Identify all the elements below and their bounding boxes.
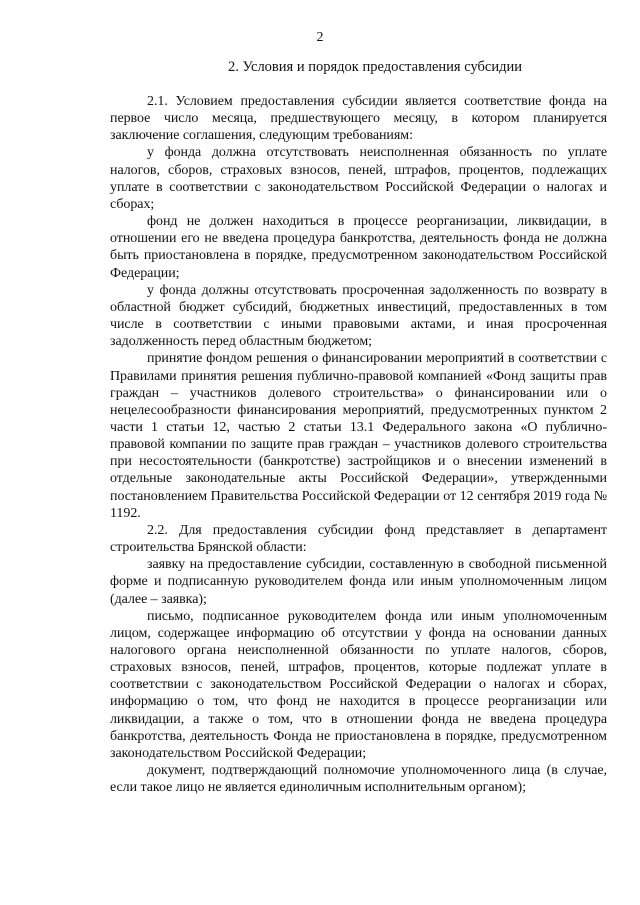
section-title: 2. Условия и порядок предоставления субсидии [227,59,522,75]
paragraph-2-1-condition: 2.1. Условием предоставления субсидии является соответствие фонда на первое число месяца, предшествующего месяцу, в котором планируется заключение соглашения, следующим требованиям: [110,94,607,144]
paragraph-no-reorganization: фонд не должен находиться в процессе реорганизации, ликвидации, в отношении его не введена процедура банкротства, деятельность фонда не должна быть приостановлена в порядке, предусмотренном законодательством Российской Федерации; [110,214,607,281]
page-number: 2 [316,30,324,45]
paragraph-no-tax-debt: у фонда должна отсутствовать неисполненная обязанность по уплате налогов, сборов, страховых взносов, пеней, штрафов, процентов, подлежащих уплате в соответствии с законодательством Российской Федерации о налогах и сборах; [110,145,607,212]
paragraph-2-2-documents: 2.2. Для предоставления субсидии фонд представляет в департамент строительства Брянской области: [110,522,607,556]
paragraph-financing-decision: принятие фондом решения о финансировании мероприятий в соответствии с Правилами принятия решения публично-правовой компанией «Фонд защиты прав граждан – участников долевого строительства» о финансировании или о нецелесообразности финансирования мероприятий, предусмотренных пунктом 2 части 1 статьи 12, частью 2 статьи 13.1 Федерального закона «О публично-правовой компании по защите прав граждан – участников долевого строительства при несостоятельности (банкротстве) застройщиков и о внесении изменений в отдельные законодательные акты Российской Федерации», утвержденными постановлением Правительства Российской Федерации от 12 сентября 2019 года № 1192. [110,351,607,521]
paragraph-no-overdue-debt: у фонда должны отсутствовать просроченная задолженность по возврату в областной бюджет субсидий, бюджетных инвестиций, предоставленных в том числе в соответствии с иными правовыми актами, и иная просроченная задолженность перед областным бюджетом; [110,282,607,350]
document-body [110,93,607,796]
paragraph-authority-document: документ, подтверждающий полномочие уполномоченного лица (в случае, если такое лицо не является единоличным исполнительным органом); [110,763,607,796]
paragraph-letter: письмо, подписанное руководителем фонда или иным уполномоченным лицом, содержащее информацию об отсутствии у фонда на основании данных налогового органа неисполненной обязанности по уплате налогов, сборов, страховых взносов, пеней, штрафов, процентов, которые подлежат уплате в соответствии с законодательством Российской Федерации о налогах и сборах, информацию о том, что фонд не находится в процессе реорганизации или ликвидации, а также о том, что в отношении фонда не введена процедура банкротства, деятельность Фонда не приостановлена в порядке, предусмотренном законодательством Российской Федерации; [110,608,607,761]
paragraph-application: заявку на предоставление субсидии, составленную в свободной письменной форме и подписанную руководителем фонда или иным уполномоченным лицом (далее – заявка); [110,557,607,607]
